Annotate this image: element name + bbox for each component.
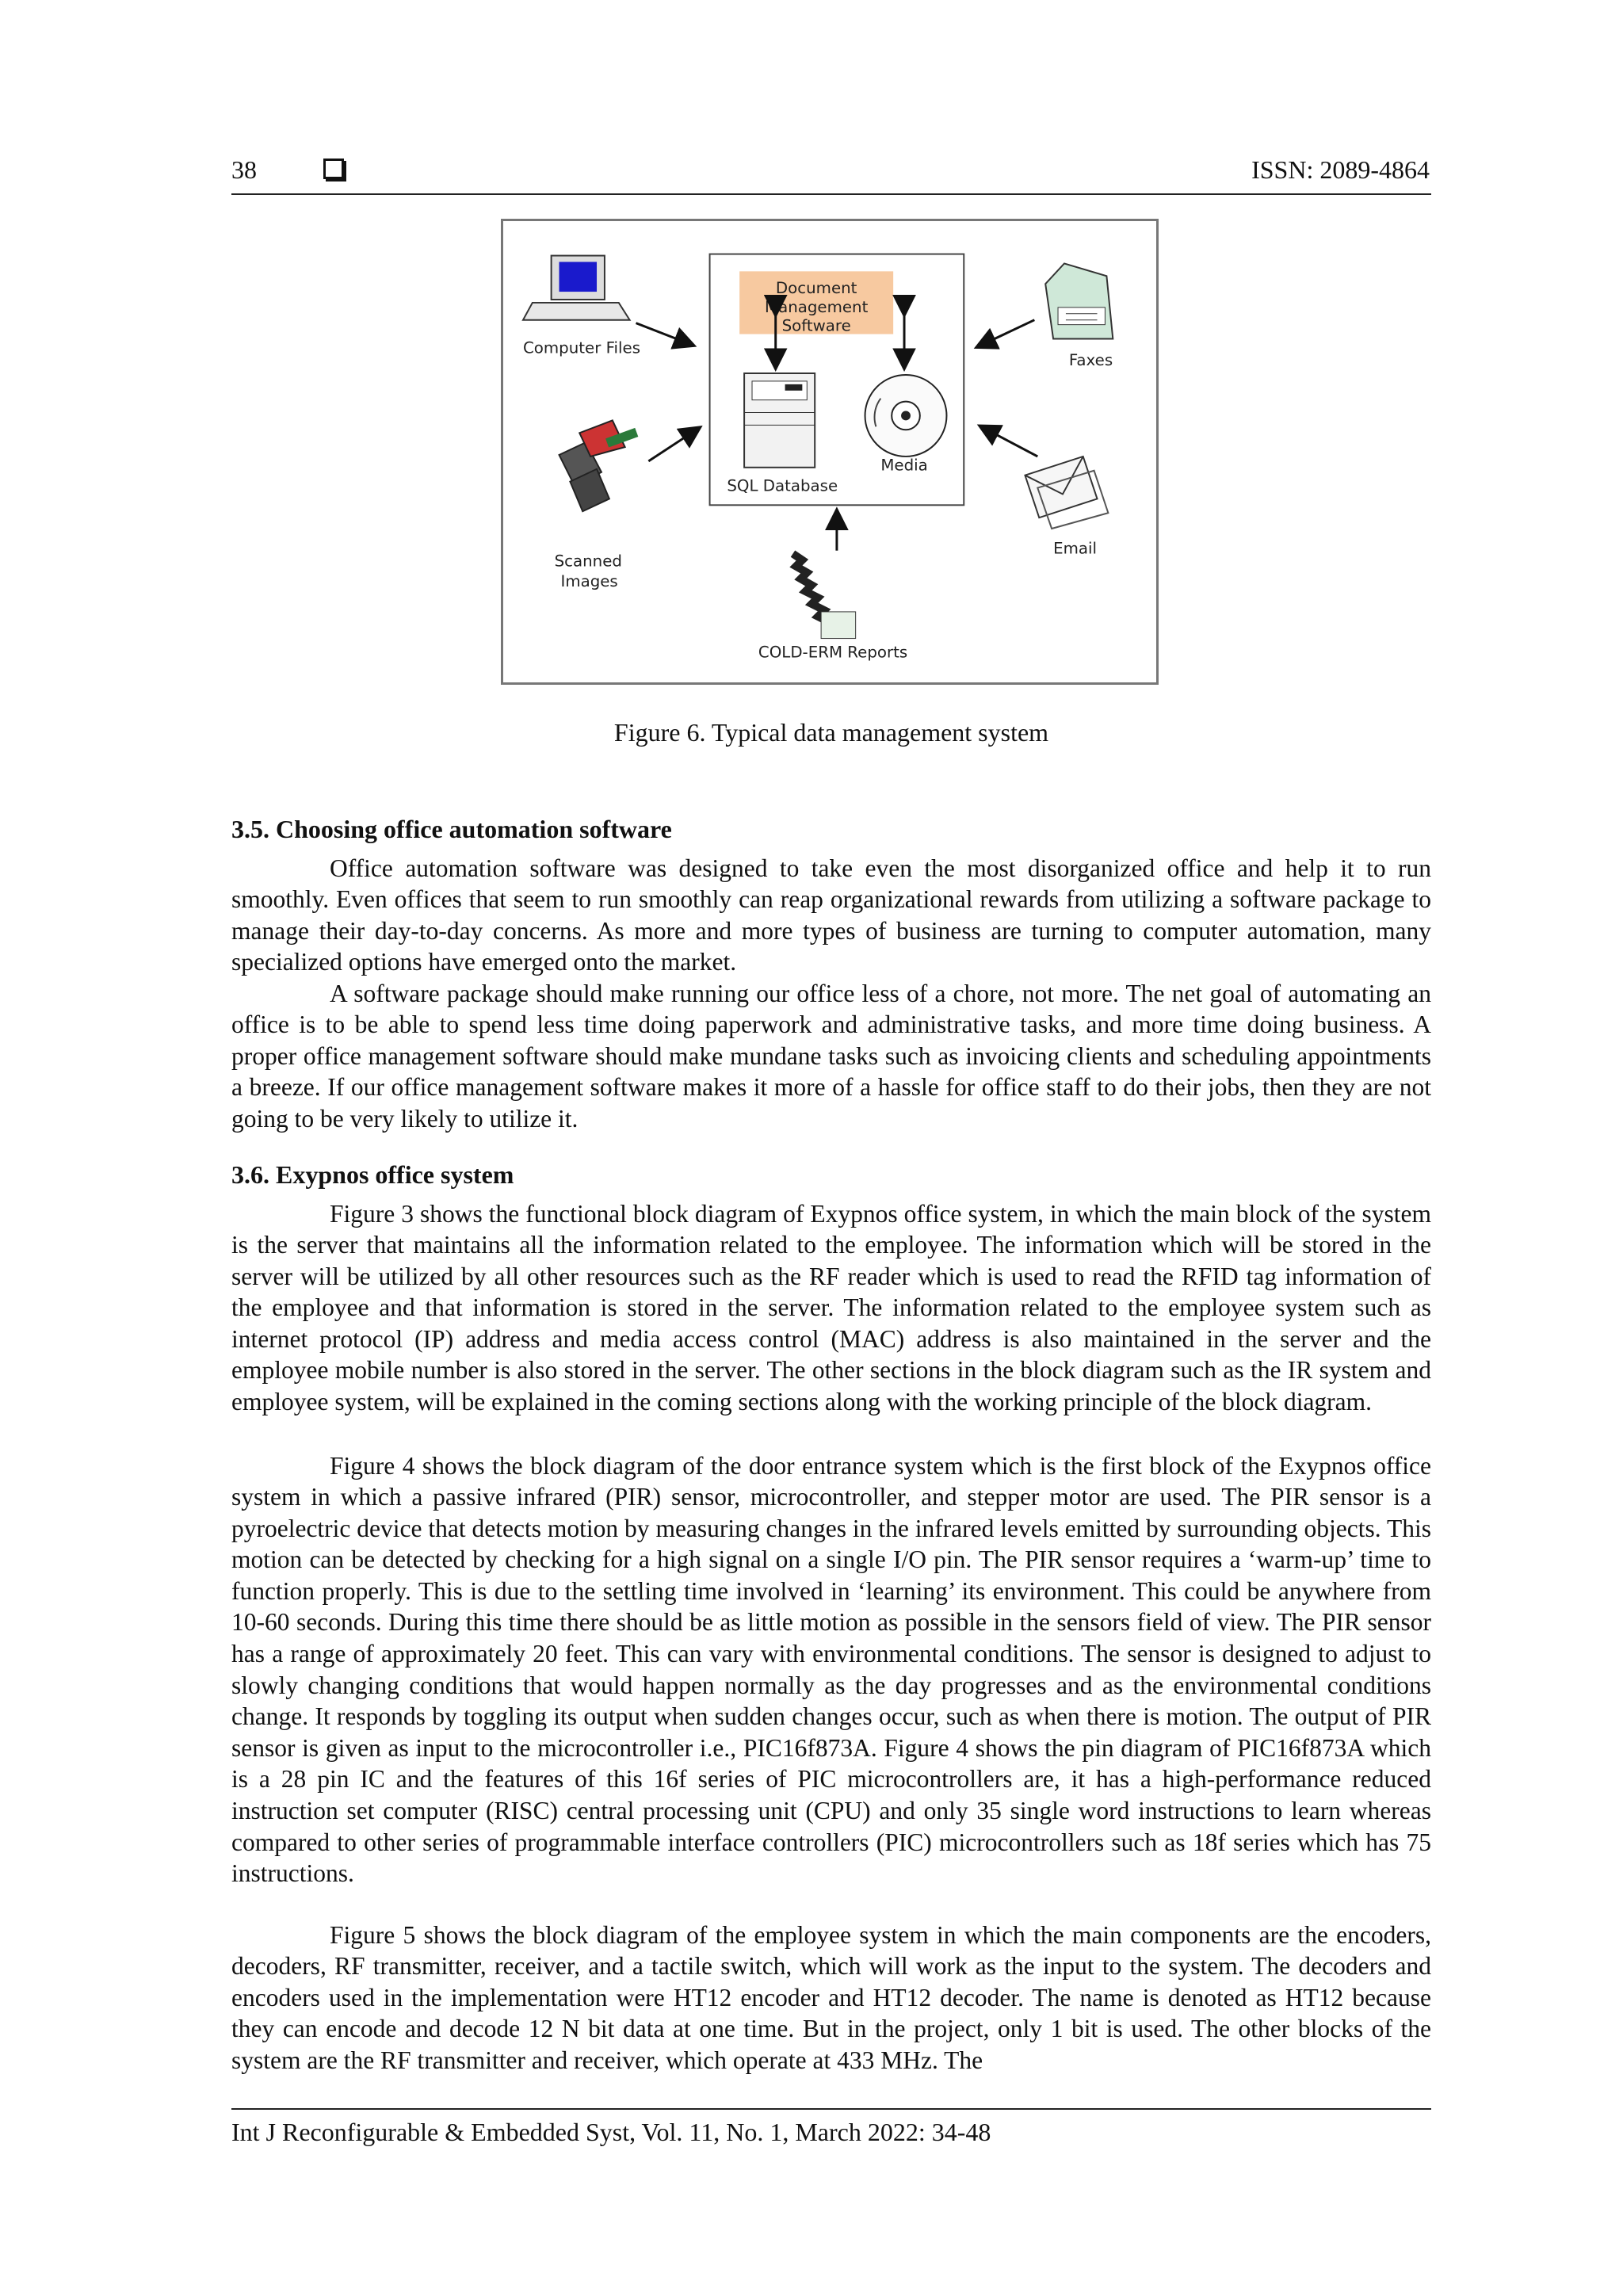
computer-files-arrow xyxy=(636,323,693,346)
paragraph-3-6-2: Figure 4 shows the block diagram of the door entrance system which is the first block of the Exypnos office system in which a passive infrared (PIR) sensor, microcontroller, and stepper motor are used. The PIR sensor is a pyroelectric device that detects motion by measuring changes in the infrared levels emitted by surrounding objects. This motion can be detected by checking for a high signal on a single I/O pin. The PIR sensor requires a ‘warm-up’ time to function properly. This is due to the settling time involved in ‘learning’ its environment. This could be anywhere from 10-60 seconds. During this time there should be as little motion as possible in the sensors field of view. The PIR sensor has a range of approximately 20 feet. This can vary with environmental conditions. The sensor is designed to adjust to slowly changing conditions that would happen normally as the day progresses and as the environmental conditions change. It responds by toggling its output when sudden changes occur, such as when there is motion. The output of PIR sensor is given as input to the microcontroller i.e., PIC16f873A. Figure 4 shows the pin diagram of PIC16f873A which is a 28 pin IC and the features of this 16f series of PIC microcontrollers are, it has a high-performance reduced instruction set computer (RISC) central processing unit (CPU) and only 35 single word instructions to learn whereas compared to other series of programmable interface controllers (PIC) microcontrollers such as 18f series which has 75 instructions. xyxy=(231,1451,1431,1888)
email-label: Email xyxy=(1053,539,1097,558)
media-disc-icon xyxy=(865,375,947,457)
page-footer: Int J Reconfigurable & Embedded Syst, Vol. 11, No. 1, March 2022: 34-48 xyxy=(231,2108,1431,2147)
scanned-images-label-2: Images xyxy=(560,572,618,591)
scanned-images-label-1: Scanned xyxy=(554,552,622,571)
email-icon xyxy=(1025,457,1108,529)
cold-erm-reports-icon xyxy=(792,554,855,639)
dms-label-1: Document xyxy=(775,279,857,298)
checkbox-ornament-icon xyxy=(323,159,344,179)
scanned-images-arrow xyxy=(648,428,698,461)
cold-erm-label: COLD-ERM Reports xyxy=(758,643,908,662)
dms-label-2: Management xyxy=(765,297,869,316)
page-number: 38 xyxy=(231,155,257,184)
paragraph-3-5-1: Office automation software was designed to take even the most disorganized office and help it to run smoothly. Even offices that seem to run smoothly can reap organizational rewards from utilizing a software package to manage their day-to-day concerns. As more and more types of business are turning to computer automation, many specialized options have emerged onto the market. xyxy=(231,854,1431,976)
scanned-images-icon xyxy=(559,420,639,511)
section-heading-3-6: 3.6. Exypnos office system xyxy=(231,1160,514,1189)
faxes-label: Faxes xyxy=(1068,351,1113,370)
paragraph-3-5-2: A software package should make running our office less of a chore, not more. The net goal of automating an office is to be able to spend less time doing paperwork and administrative tasks, and more time doing business. A proper office management software should make mundane tasks such as invoicing clients and scheduling appointments a breeze. If our office management software makes it more of a hassle for office staff to do their jobs, then they are not going to be very likely to utilize it. xyxy=(231,979,1431,1133)
dms-label-3: Software xyxy=(781,316,851,335)
page-header xyxy=(231,155,1431,195)
computer-files-label: Computer Files xyxy=(522,338,641,357)
sql-database-icon xyxy=(744,373,815,468)
figure-data-management xyxy=(501,219,1159,685)
figure-diagram xyxy=(503,221,1156,682)
section-heading-3-5: 3.5. Choosing office automation software xyxy=(231,815,672,843)
faxes-arrow xyxy=(978,320,1034,347)
fax-icon xyxy=(1045,263,1113,338)
figure-caption: Figure 6. Typical data management system xyxy=(613,718,1049,747)
media-label: Media xyxy=(880,456,928,475)
sql-database-label: SQL Database xyxy=(727,476,838,495)
issn: ISSN: 2089-4864 xyxy=(1251,155,1430,184)
computer-icon xyxy=(523,256,630,320)
paragraph-3-6-1: Figure 3 shows the functional block diagram of Exypnos office system, in which the main block of the system is the server that maintains all the information related to the employee. The information which will be stored in the server will be utilized by all other resources such as the RF reader which is used to read the RFID tag information of the employee and that information is stored in the server. The information related to the employee system such as internet protocol (IP) address and media access control (MAC) address is also maintained in the server and the employee mobile number is also stored in the server. The other sections in the block diagram such as the IR system and employee system, will be explained in the coming sections along with the working principle of the block diagram. xyxy=(231,1199,1431,1416)
email-arrow xyxy=(981,426,1037,457)
paragraph-3-6-3: Figure 5 shows the block diagram of the employee system in which the main components are the encoders, decoders, RF transmitter, receiver, and a tactile switch, which will work as the input to the system. The decoders and encoders used in the implementation were HT12 encoder and HT12 decoder. The name is denoted as HT12 because they can encode and decode 12 N bit data at one time. But in the project, only 1 bit is used. The other blocks of the system are the RF transmitter and receiver, which operate at 433 MHz. The xyxy=(231,1920,1431,2074)
